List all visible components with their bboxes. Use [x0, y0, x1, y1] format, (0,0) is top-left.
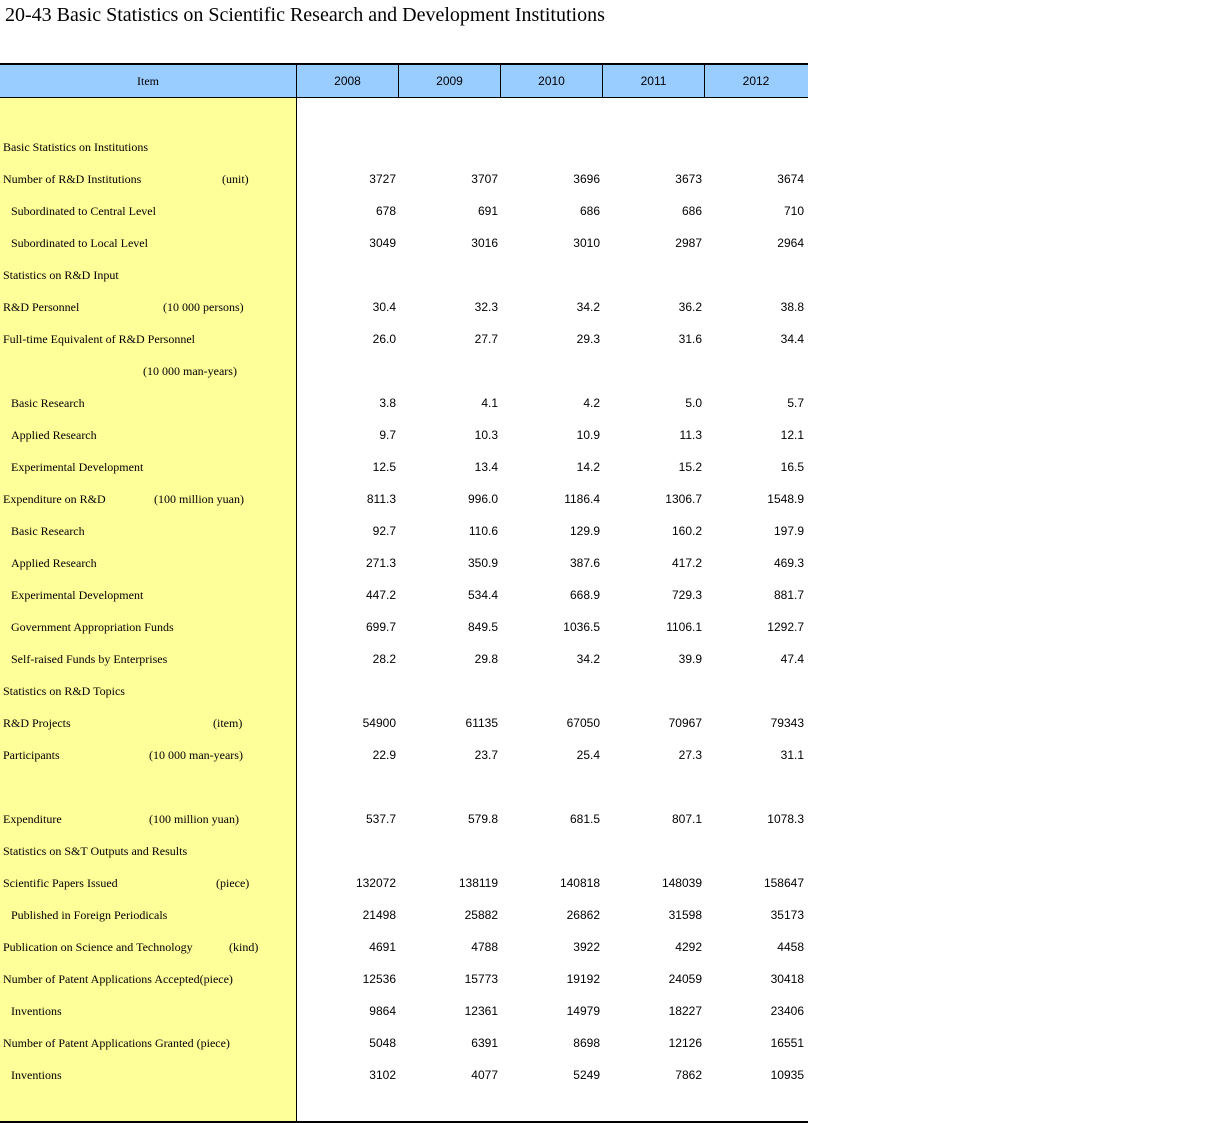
- row-value-2012: 3674: [777, 172, 804, 186]
- row-value-2009: 15773: [464, 972, 498, 986]
- row-value-2011: 24059: [668, 972, 702, 986]
- table-row: [0, 547, 808, 579]
- table-row: [0, 643, 808, 675]
- row-value-2009: 3707: [471, 172, 498, 186]
- row-value-2008: 12536: [362, 972, 396, 986]
- row-value-2010: 681.5: [569, 812, 600, 826]
- table-row: [0, 131, 808, 163]
- table-row: [0, 291, 808, 323]
- row-value-2008: 4691: [369, 940, 396, 954]
- row-value-2012: 34.4: [780, 332, 804, 346]
- row-value-2009: 579.8: [467, 812, 498, 826]
- row-label: Number of Patent Applications Accepted(piece): [3, 971, 233, 986]
- row-label: Participants: [3, 747, 60, 762]
- row-value-2012: 1292.7: [767, 620, 804, 634]
- row-value-2008: 22.9: [372, 748, 396, 762]
- table-row: [0, 579, 808, 611]
- row-value-2010: 3010: [573, 236, 600, 250]
- page-title: 20-43 Basic Statistics on Scientific Research and Development Institutions: [5, 4, 605, 26]
- header-year-2012: 2012: [742, 74, 770, 88]
- row-value-2008: 537.7: [365, 812, 396, 826]
- row-label: Inventions: [11, 1003, 62, 1018]
- row-value-2010: 67050: [566, 716, 600, 730]
- row-unit: (10 000 man-years): [149, 747, 243, 762]
- row-value-2008: 3.8: [379, 396, 396, 410]
- row-value-2011: 417.2: [671, 556, 702, 570]
- table-row: [0, 611, 808, 643]
- row-value-2011: 39.9: [678, 652, 702, 666]
- row-value-2009: 996.0: [467, 492, 498, 506]
- row-value-2009: 6391: [471, 1036, 498, 1050]
- row-value-2011: 2987: [675, 236, 702, 250]
- row-value-2009: 29.8: [474, 652, 498, 666]
- header-year-2009: 2009: [399, 65, 501, 97]
- row-value-2011: 31.6: [678, 332, 702, 346]
- row-value-2009: 27.7: [474, 332, 498, 346]
- row-value-2011: 807.1: [671, 812, 702, 826]
- row-value-2009: 849.5: [467, 620, 498, 634]
- row-label: Statistics on S&T Outputs and Results: [3, 843, 188, 858]
- row-value-2011: 160.2: [671, 524, 702, 538]
- row-value-2011: 148039: [661, 876, 702, 890]
- row-value-2010: 29.3: [576, 332, 600, 346]
- row-value-2010: 14979: [566, 1004, 600, 1018]
- header-year-2011: 2011: [603, 65, 705, 97]
- row-label: Subordinated to Central Level: [11, 203, 156, 218]
- table-body: [0, 98, 808, 1123]
- statistics-table: [0, 63, 808, 1123]
- row-value-2008: 54900: [362, 716, 396, 730]
- row-value-2010: 3922: [573, 940, 600, 954]
- row-label: Basic Statistics on Institutions: [3, 139, 149, 154]
- row-value-2011: 70967: [668, 716, 702, 730]
- row-value-2009: 25882: [464, 908, 498, 922]
- row-label: Statistics on R&D Input: [3, 267, 119, 282]
- row-value-2012: 23406: [770, 1004, 804, 1018]
- row-value-2010: 1036.5: [563, 620, 600, 634]
- table-row: [0, 707, 808, 739]
- table-row: [0, 803, 808, 835]
- row-label: Full-time Equivalent of R&D Personnel: [3, 331, 195, 346]
- row-value-2011: 4292: [675, 940, 702, 954]
- row-value-2012: 710: [783, 204, 804, 218]
- row-value-2011: 3673: [675, 172, 702, 186]
- row-value-2012: 1548.9: [767, 492, 804, 506]
- row-value-2008: 699.7: [365, 620, 396, 634]
- row-value-2010: 8698: [573, 1036, 600, 1050]
- row-label: R&D Personnel: [3, 299, 80, 314]
- row-value-2012: 2964: [777, 236, 804, 250]
- row-value-2010: 668.9: [569, 588, 600, 602]
- row-label: Experimental Development: [11, 587, 144, 602]
- row-value-2008: 92.7: [372, 524, 396, 538]
- row-value-2011: 729.3: [671, 588, 702, 602]
- row-unit: (100 million yuan): [149, 811, 239, 826]
- row-label: Statistics on R&D Topics: [3, 683, 125, 698]
- row-value-2012: 4458: [777, 940, 804, 954]
- row-value-2009: 350.9: [467, 556, 498, 570]
- row-value-2012: 5.7: [787, 396, 804, 410]
- table-row: [0, 483, 808, 515]
- row-value-2009: 4788: [471, 940, 498, 954]
- row-value-2011: 36.2: [678, 300, 702, 314]
- row-label: Government Appropriation Funds: [11, 619, 174, 634]
- row-value-2009: 10.3: [474, 428, 498, 442]
- row-label: Scientific Papers Issued: [3, 875, 118, 890]
- row-label: Applied Research: [11, 555, 97, 570]
- row-label: Subordinated to Local Level: [11, 235, 148, 250]
- table-row: [0, 675, 808, 707]
- row-value-2011: 7862: [675, 1068, 702, 1082]
- row-value-2008: 3102: [369, 1068, 396, 1082]
- row-label: Basic Research: [11, 395, 85, 410]
- table-row: [0, 387, 808, 419]
- row-value-2009: 32.3: [474, 300, 498, 314]
- table-row: [0, 195, 808, 227]
- table-header: [0, 63, 808, 98]
- row-unit: (piece): [216, 875, 250, 890]
- row-value-2011: 11.3: [679, 428, 702, 442]
- row-value-2008: 12.5: [372, 460, 396, 474]
- row-value-2011: 12126: [668, 1036, 702, 1050]
- row-value-2010: 3696: [573, 172, 600, 186]
- header-year-2010: 2010: [501, 65, 603, 97]
- row-label: Expenditure: [3, 811, 62, 826]
- row-label: Applied Research: [11, 427, 97, 442]
- row-label: Experimental Development: [11, 459, 144, 474]
- row-label: R&D Projects: [3, 715, 71, 730]
- table-row: [0, 1059, 808, 1091]
- table-row: [0, 227, 808, 259]
- row-value-2009: 110.6: [468, 524, 498, 538]
- row-value-2011: 15.2: [678, 460, 702, 474]
- row-value-2010: 34.2: [576, 652, 600, 666]
- row-unit: (kind): [229, 939, 259, 954]
- row-value-2010: 26862: [566, 908, 600, 922]
- table-row: [0, 835, 808, 867]
- row-value-2010: 34.2: [576, 300, 600, 314]
- row-value-2010: 140818: [559, 876, 600, 890]
- table-row: [0, 963, 808, 995]
- row-value-2010: 10.9: [576, 428, 600, 442]
- row-value-2010: 4.2: [583, 396, 600, 410]
- row-value-2011: 18227: [668, 1004, 702, 1018]
- row-value-2011: 5.0: [685, 396, 702, 410]
- row-value-2008: 5048: [369, 1036, 396, 1050]
- table-row: [0, 515, 808, 547]
- table-row: [0, 899, 808, 931]
- row-value-2012: 35173: [770, 908, 804, 922]
- table-row: [0, 1027, 808, 1059]
- row-value-2012: 10935: [770, 1068, 804, 1082]
- row-value-2008: 447.2: [365, 588, 396, 602]
- row-value-2012: 1078.3: [767, 812, 804, 826]
- row-label: Self-raised Funds by Enterprises: [11, 651, 168, 666]
- row-value-2008: 3049: [369, 236, 396, 250]
- row-value-2012: 47.4: [780, 652, 804, 666]
- row-value-2012: 158647: [763, 876, 804, 890]
- row-value-2010: 25.4: [576, 748, 600, 762]
- row-value-2009: 61135: [465, 716, 498, 730]
- table-row: [0, 163, 808, 195]
- row-unit: (unit): [222, 171, 249, 186]
- row-label: Published in Foreign Periodicals: [11, 907, 168, 922]
- row-value-2008: 9864: [369, 1004, 396, 1018]
- table-row: [0, 259, 808, 291]
- row-label: Number of Patent Applications Granted (piece): [3, 1035, 230, 1050]
- row-label: Expenditure on R&D: [3, 491, 106, 506]
- row-value-2010: 5249: [573, 1068, 600, 1082]
- table-row: [0, 867, 808, 899]
- row-value-2012: 12.1: [780, 428, 804, 442]
- row-value-2008: 9.7: [379, 428, 396, 442]
- row-label: Publication on Science and Technology: [3, 939, 193, 954]
- table-row: [0, 995, 808, 1027]
- row-value-2009: 4.1: [481, 396, 498, 410]
- table-row: [0, 323, 808, 355]
- row-unit: (100 million yuan): [154, 491, 244, 506]
- row-value-2011: 1306.7: [665, 492, 702, 506]
- row-value-2008: 811.3: [366, 492, 396, 506]
- row-unit: (10 000 man-years): [143, 363, 237, 378]
- row-value-2012: 16.5: [780, 460, 804, 474]
- row-value-2012: 31.1: [780, 748, 804, 762]
- row-value-2010: 19192: [566, 972, 600, 986]
- row-value-2010: 129.9: [569, 524, 600, 538]
- row-label: Number of R&D Institutions: [3, 171, 142, 186]
- row-value-2009: 4077: [471, 1068, 498, 1082]
- row-value-2010: 1186.4: [564, 492, 600, 506]
- row-unit: (item): [213, 715, 243, 730]
- header-year-2008: 2008: [297, 65, 399, 97]
- table-row: [0, 419, 808, 451]
- row-value-2009: 3016: [471, 236, 498, 250]
- row-value-2012: 30418: [770, 972, 804, 986]
- row-value-2009: 138119: [458, 876, 498, 890]
- row-value-2008: 30.4: [372, 300, 396, 314]
- row-value-2011: 31598: [668, 908, 702, 922]
- row-value-2008: 271.3: [365, 556, 396, 570]
- row-unit: (10 000 persons): [163, 299, 244, 314]
- row-value-2008: 28.2: [372, 652, 396, 666]
- row-value-2008: 3727: [369, 172, 396, 186]
- row-label: Basic Research: [11, 523, 85, 538]
- row-value-2009: 13.4: [474, 460, 498, 474]
- row-value-2010: 14.2: [576, 460, 600, 474]
- row-value-2011: 1106.1: [666, 620, 702, 634]
- row-value-2009: 23.7: [474, 748, 498, 762]
- row-value-2010: 686: [579, 204, 600, 218]
- row-value-2012: 881.7: [773, 588, 804, 602]
- row-value-2012: 16551: [770, 1036, 804, 1050]
- row-value-2009: 534.4: [467, 588, 498, 602]
- table-row: [0, 451, 808, 483]
- row-label: Inventions: [11, 1067, 62, 1082]
- header-item: Item: [0, 65, 297, 97]
- table-row: [0, 355, 808, 387]
- row-value-2009: 12361: [464, 1004, 498, 1018]
- row-value-2008: 678: [375, 204, 396, 218]
- row-value-2010: 387.6: [569, 556, 600, 570]
- row-value-2012: 79343: [770, 716, 804, 730]
- row-value-2012: 469.3: [773, 556, 804, 570]
- row-value-2009: 691: [477, 204, 498, 218]
- table-row: [0, 931, 808, 963]
- row-value-2012: 197.9: [773, 524, 804, 538]
- row-value-2012: 38.8: [780, 300, 804, 314]
- row-value-2008: 21498: [362, 908, 396, 922]
- table-row: [0, 739, 808, 771]
- row-value-2008: 26.0: [372, 332, 396, 346]
- row-value-2011: 27.3: [678, 748, 702, 762]
- row-value-2008: 132072: [355, 876, 396, 890]
- row-value-2011: 686: [681, 204, 702, 218]
